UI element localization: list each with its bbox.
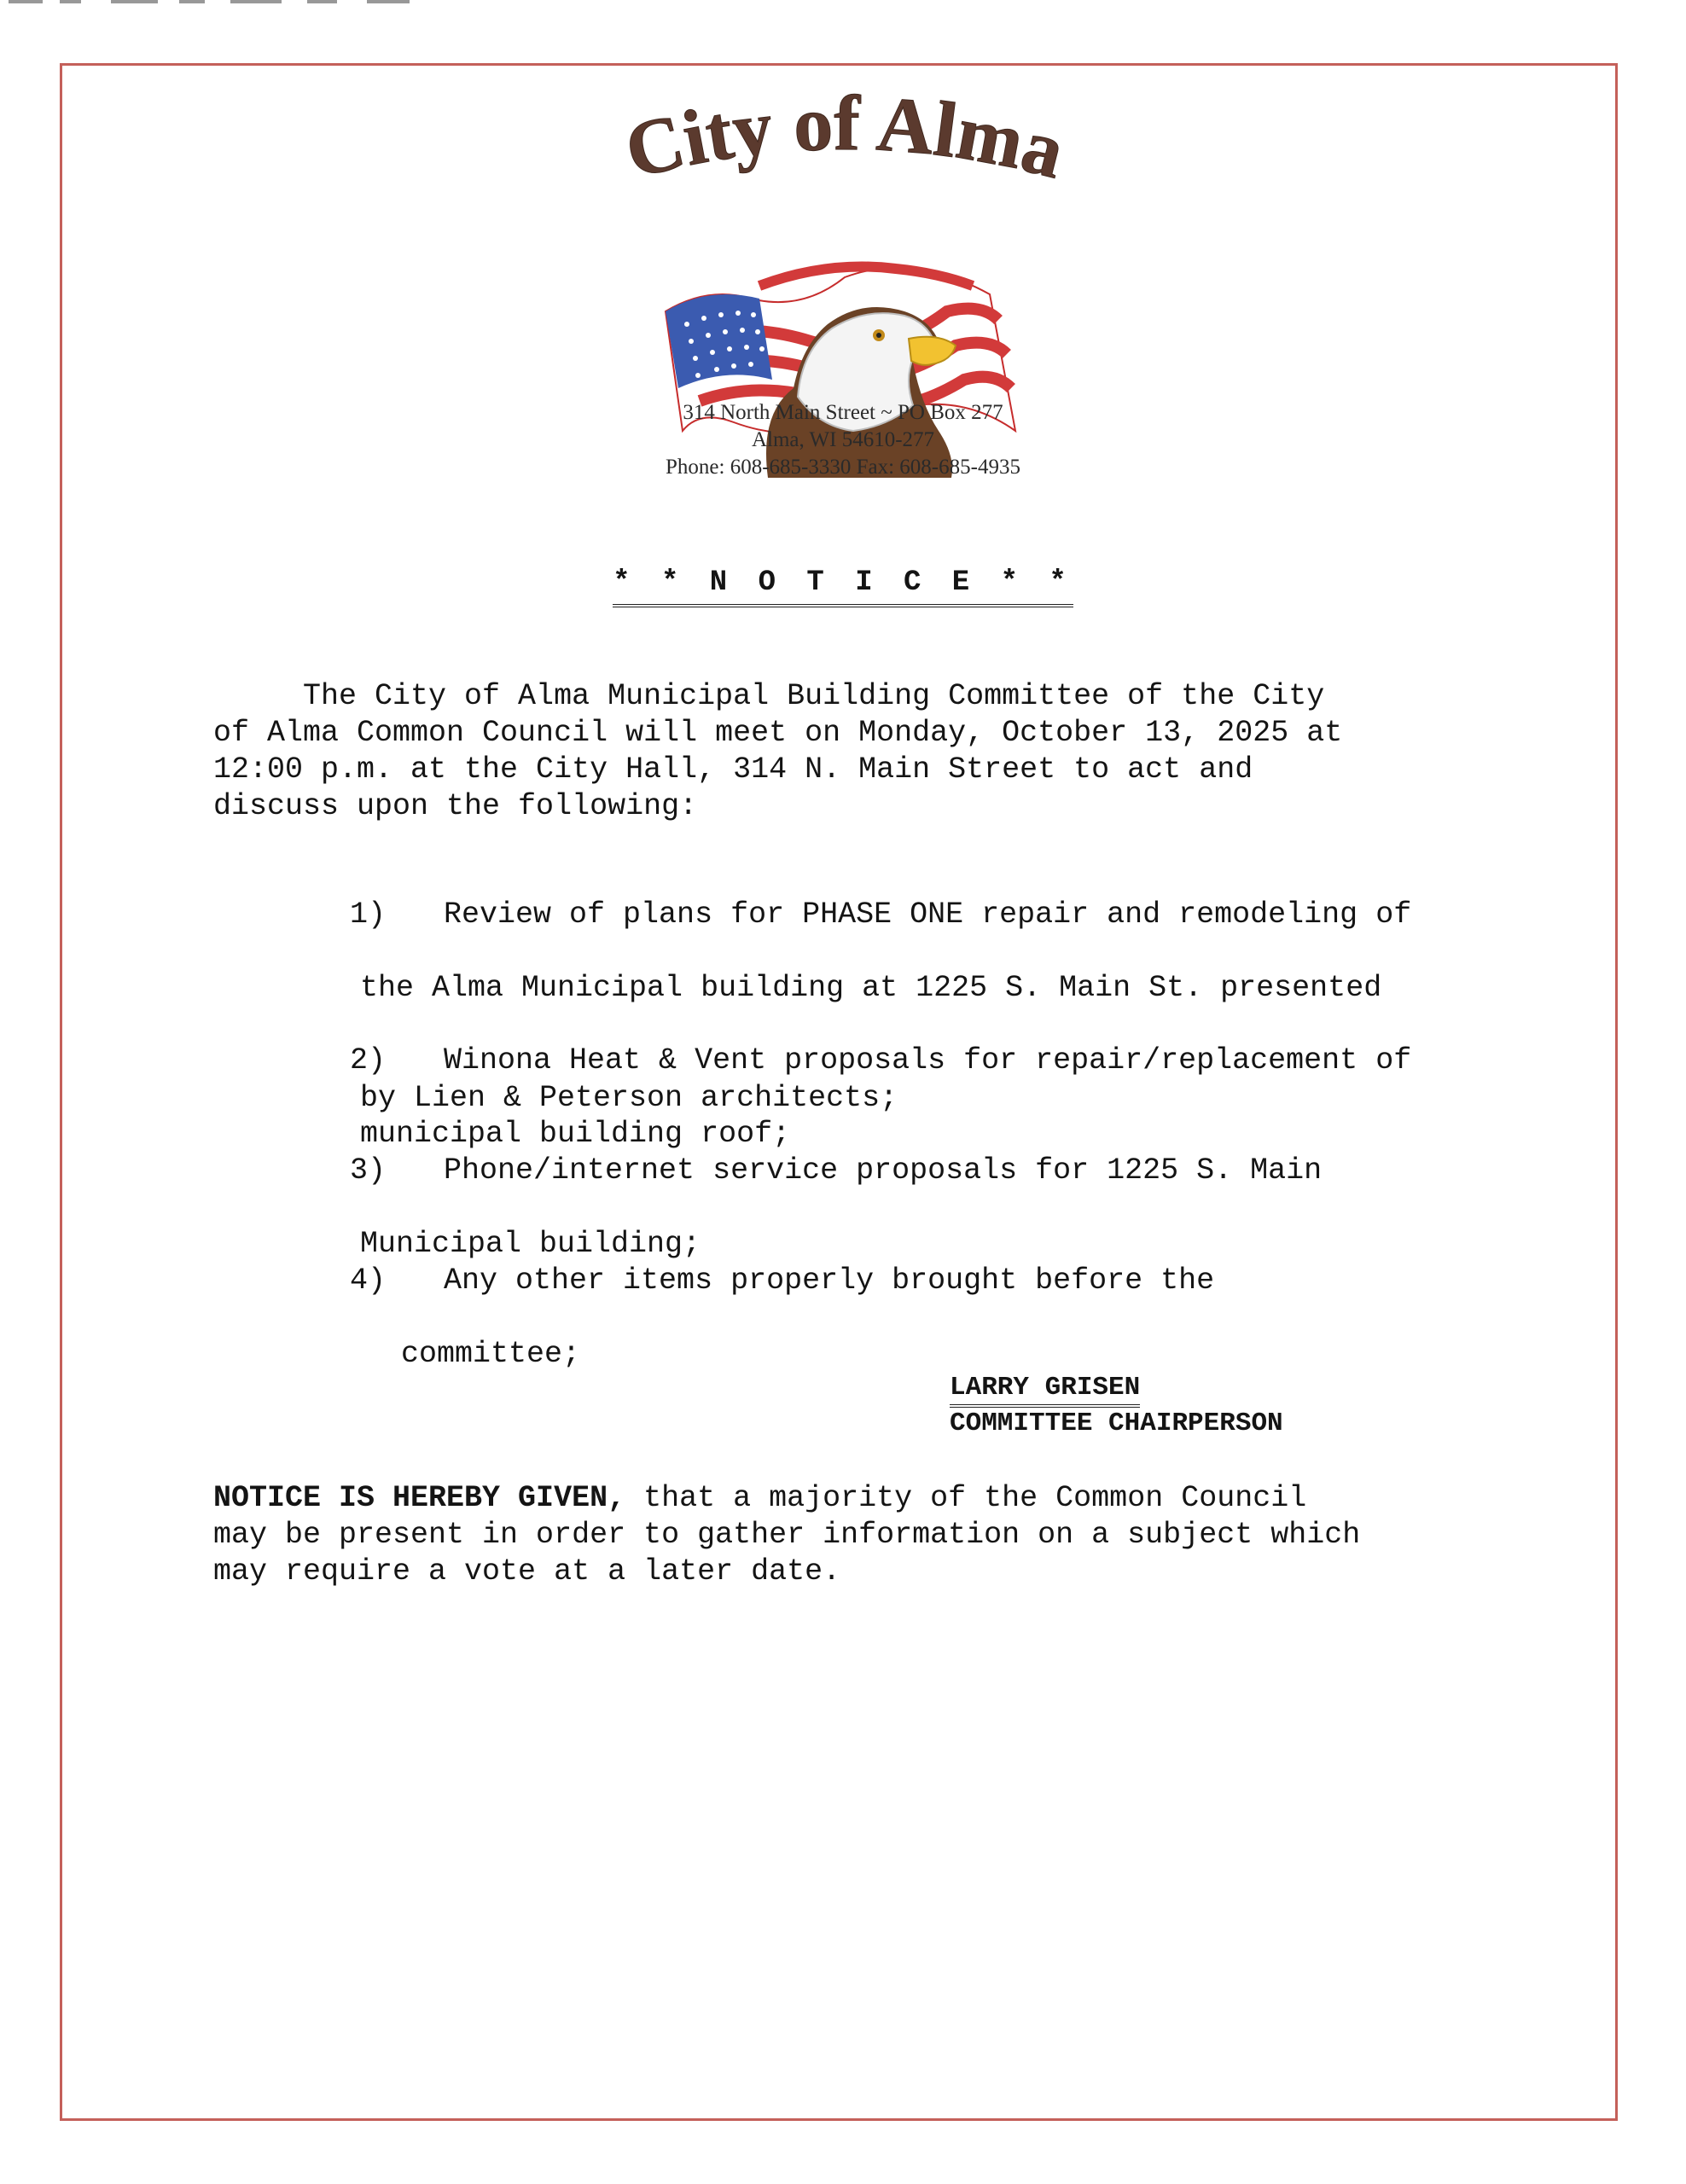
agenda-item-text: by Lien & Peterson architects; <box>360 1081 898 1115</box>
agenda-item-number: 3) <box>350 1153 387 1188</box>
signature-title: COMMITTEE CHAIRPERSON <box>950 1409 1283 1438</box>
address-city: Alma, WI 54610-277 <box>751 428 935 451</box>
agenda-item-text: Phone/internet service proposals for 1225 S. Main <box>444 1153 1323 1188</box>
address-phone-fax: Phone: 608-685-3330 Fax: 608-685-4935 <box>666 456 1020 479</box>
agenda-item-text: Any other items properly brought before the <box>444 1263 1215 1298</box>
agenda-item-number: 1) <box>350 897 387 932</box>
signature-name <box>950 1370 1140 1406</box>
footer-notice-text: may be present in order to gather information on a subject which <box>213 1518 1361 1552</box>
intro-line: of Alma Common Council will meet on Monday, October 13, 2025 at <box>213 716 1343 750</box>
intro-line: discuss upon the following: <box>213 789 698 823</box>
agenda-item-text: Winona Heat & Vent proposals for repair/replacement of <box>444 1043 1412 1077</box>
footer-notice-text: that a majority of the Common Council <box>625 1481 1307 1515</box>
city-title: City of Alma <box>617 78 1073 195</box>
notice-heading <box>0 566 1686 607</box>
agenda-item-text: the Alma Municipal building at 1225 S. Main St. presented <box>360 971 1382 1005</box>
agenda-item-number: 2) <box>350 1043 387 1077</box>
scan-artifact-marks <box>0 0 444 7</box>
agenda-item-text: Municipal building; <box>360 1227 701 1261</box>
agenda-item-number: 4) <box>350 1263 387 1298</box>
footer-notice <box>213 1480 1360 1590</box>
address-street: 314 North Main Street ~ PO Box 277 <box>683 401 1003 424</box>
agenda-item-text: Review of plans for PHASE ONE repair and remodeling of <box>444 897 1412 932</box>
intro-paragraph <box>213 678 1342 825</box>
agenda-item-text: municipal building roof; <box>360 1117 791 1151</box>
footer-notice-lead: NOTICE IS HEREBY GIVEN, <box>213 1481 626 1515</box>
intro-line: The City of Alma Municipal Building Committee of the City <box>213 679 1325 713</box>
intro-line: 12:00 p.m. at the City Hall, 314 N. Main Street to act and <box>213 752 1253 787</box>
svg-text:City of Alma <box>617 79 1073 195</box>
signature-name-text: LARRY GRISEN <box>950 1373 1140 1408</box>
city-title-logo <box>529 77 1160 222</box>
footer-notice-text: may require a vote at a later date. <box>213 1554 841 1589</box>
agenda-item-text: committee; <box>401 1337 581 1371</box>
notice-heading-text: * * N O T I C E * * <box>613 566 1073 607</box>
